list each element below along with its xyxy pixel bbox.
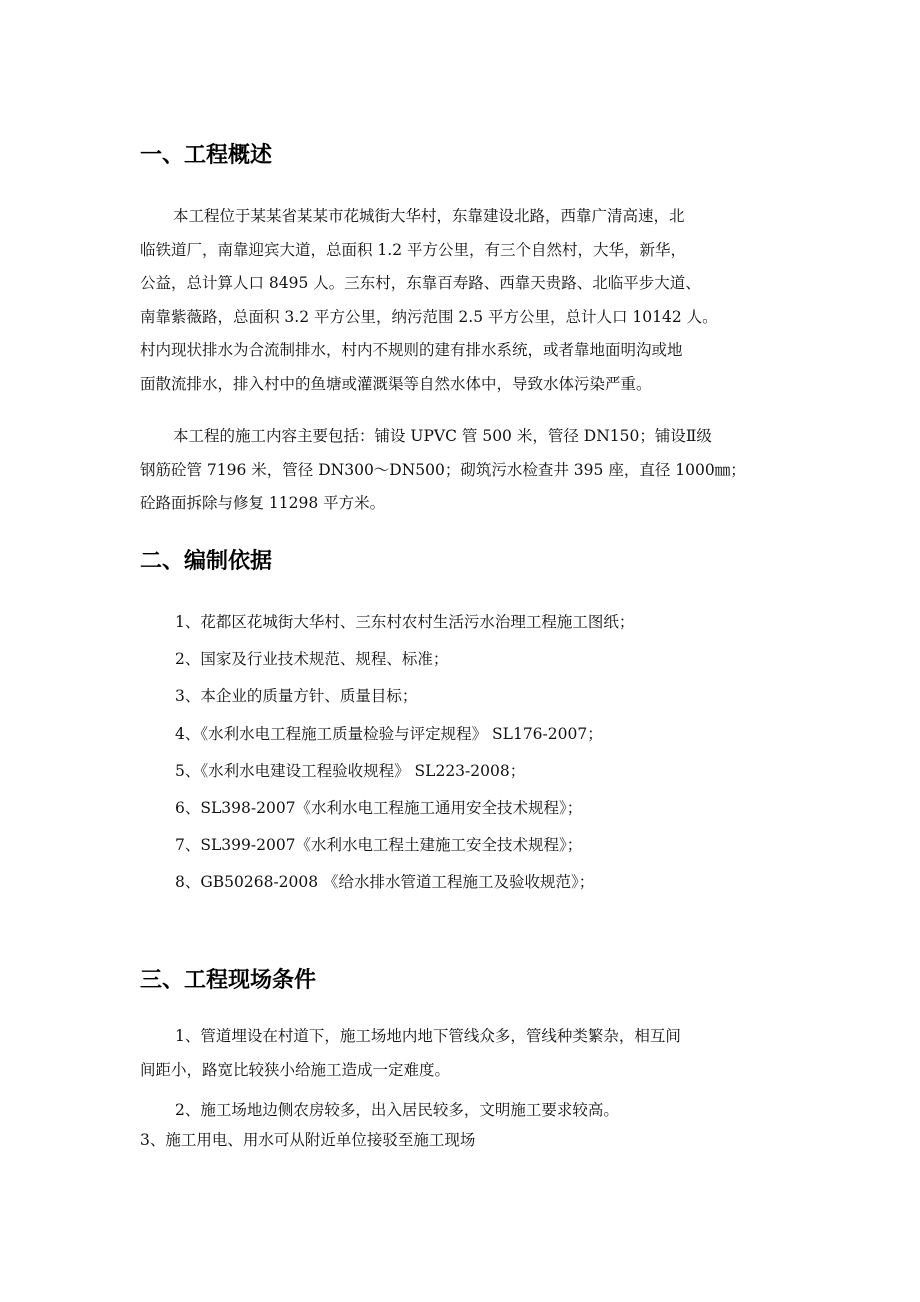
text-line: 南靠紫薇路，总面积 3.2 平方公里，纳污范围 2.5 平方公里，总计人口 10142 人。: [140, 307, 718, 326]
condition-item: 2、施工场地边侧农房较多，出入居民较多，文明施工要求较高。: [175, 1101, 619, 1119]
list-item: 4、《水利水电工程施工质量检验与评定规程》 SL176-2007；: [175, 724, 603, 743]
list-item: 1、花都区花城街大华村、三东村农村生活污水治理工程施工图纸；: [175, 613, 635, 631]
text-line: 本工程位于某某省某某市花城街大华村，东靠建设北路，西靠广清高速，北: [173, 207, 685, 225]
list-item: 6、SL398-2007《水利水电工程施工通用安全技术规程》；: [175, 799, 583, 818]
text-line: 临铁道厂，南靠迎宾大道，总面积 1.2 平方公里，有三个自然村，大华，新华，: [140, 240, 687, 259]
section-heading-overview: 一、工程概述: [140, 143, 273, 168]
condition-item: 3、施工用电、用水可从附近单位接驳至施工现场: [140, 1131, 476, 1149]
text-line: 砼路面拆除与修复 11298 平方米。: [140, 494, 386, 512]
text-line: 本工程的施工内容主要包括：铺设 UPVC 管 500 米，管径 DN150；铺设Ⅱ级: [173, 427, 712, 445]
overview-paragraph-location: [140, 200, 790, 401]
text-line: 公益，总计算人口 8495 人。三东村，东靠百寿路、西靠天贵路、北临平步大道、: [140, 274, 701, 292]
overview-paragraph-scope: [140, 420, 790, 521]
section-heading-basis: 二、编制依据: [140, 549, 273, 574]
list-item: 3、本企业的质量方针、质量目标；: [175, 687, 418, 706]
text-line: 村内现状排水为合流制排水，村内不规则的建有排水系统，或者靠地面明沟或地: [140, 341, 683, 359]
list-item: 5、《水利水电建设工程验收规程》 SL223-2008；: [175, 761, 526, 780]
condition-item: 1、管道埋设在村道下，施工场地内地下管线众多，管线种类繁杂，相互间: [175, 1027, 681, 1045]
section-heading-site-conditions: 三、工程现场条件: [140, 968, 317, 993]
text-line: 钢筋砼管 7196 米，管径 DN300～DN500；砌筑污水检查井 395 座，直径 1000㎜；: [140, 460, 746, 479]
list-item: 8、GB50268-2008 《给水排水管道工程施工及验收规范》；: [175, 873, 595, 892]
basis-list: [175, 604, 634, 902]
condition-item: 间距小，路宽比较狭小给施工造成一定难度。: [140, 1061, 451, 1079]
list-item: 7、SL399-2007《水利水电工程土建施工安全技术规程》；: [175, 836, 583, 855]
text-line: 面散流排水，排入村中的鱼塘或灌溉渠等自然水体中，导致水体污染严重。: [140, 374, 652, 393]
list-item: 2、国家及行业技术规范、规程、标准；: [175, 650, 449, 669]
